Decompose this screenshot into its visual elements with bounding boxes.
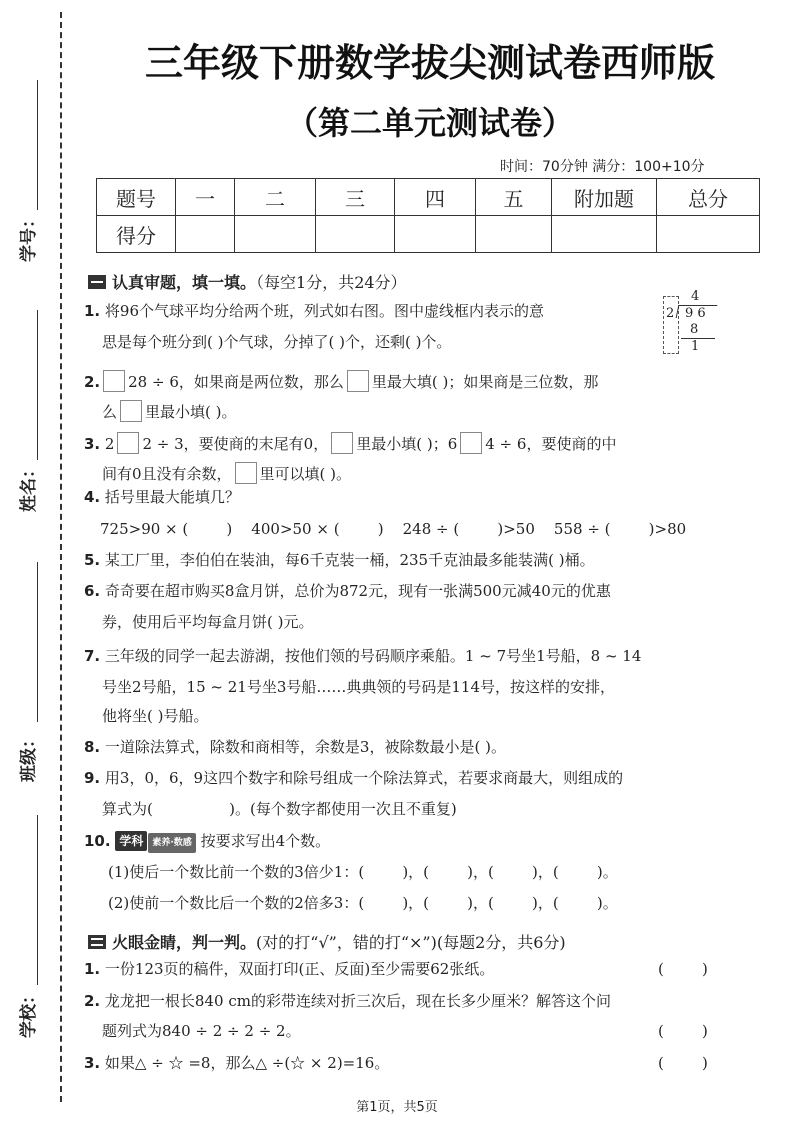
school-blank[interactable] xyxy=(37,815,38,985)
score-cell[interactable] xyxy=(657,216,760,253)
digit-box[interactable] xyxy=(347,370,369,392)
score-cell[interactable] xyxy=(176,216,235,253)
header-cell: 总分 xyxy=(657,179,760,216)
judge-q2-line1: 2. 龙龙把一根长840 cm的彩带连续对折三次后，现在长多少厘米？解答这个问 xyxy=(84,992,611,1010)
digit-box[interactable] xyxy=(331,432,353,454)
section2-note: (对的打“√”，错的打“×”)(每题2分，共6分) xyxy=(256,933,566,952)
q1-line1: 1. 将96个气球平均分给两个班，列式如右图。图中虚线框内表示的意 xyxy=(84,302,545,320)
judge-q1-answer[interactable]: ( ) xyxy=(658,960,708,978)
division-divisor: 2 xyxy=(666,306,675,321)
dashed-box xyxy=(663,296,679,354)
division-product: 8 xyxy=(690,322,699,337)
school-label: 学校： xyxy=(19,987,39,1038)
page-title: 三年级下册数学拔尖测试卷西师版 xyxy=(144,41,715,85)
section2-heading xyxy=(88,930,566,953)
score-cell[interactable] xyxy=(395,216,476,253)
q8-line1: 8. 一道除法算式，除数和商相等，余数是3，被除数最小是( )。 xyxy=(84,738,506,756)
q7-line1: 7. 三年级的同学一起去游湖，按他们领的号码顺序乘船。1 ~ 7号坐1号船，8 ~ 14 xyxy=(84,647,642,665)
score-cell[interactable] xyxy=(552,216,657,253)
subject-badge: 学科 xyxy=(115,831,147,851)
q6-line1: 6. 奇奇要在超市购买8盒月饼，总价为872元，现有一张满500元减40元的优惠 xyxy=(84,582,611,600)
q10-line1: 10. 学科 素养·数感 按要求写出4个数。 xyxy=(84,831,330,853)
page-footer: 第1页，共5页 xyxy=(356,1100,438,1115)
digit-box[interactable] xyxy=(120,400,142,422)
judge-q2-answer[interactable]: ( ) xyxy=(658,1022,708,1040)
q10-line3: (2)使前一个数比后一个数的2倍多3：( )，( )，( )，( )。 xyxy=(108,894,618,912)
division-quotient: 4 xyxy=(691,289,700,304)
class-label: 班级： xyxy=(19,731,39,782)
name-blank[interactable] xyxy=(37,310,38,460)
q1-line2: 思是每个班分到( )个气球，分掉了( )个，还剩( )个。 xyxy=(102,333,452,351)
q2-line2: 么 里最小填( )。 xyxy=(84,400,237,422)
q3-line2: 间有0且没有余数， 里可以填( )。 xyxy=(84,462,351,484)
score-cell[interactable] xyxy=(476,216,552,253)
judge-q2-line2: 题列式为840 ÷ 2 ÷ 2 ÷ 2。 xyxy=(102,1022,301,1040)
page-subtitle: （第二单元测试卷） xyxy=(285,104,574,142)
division-remainder: 1 xyxy=(691,339,700,354)
q4-line1: 4. 括号里最大能填几？ xyxy=(84,488,240,506)
score-table xyxy=(96,178,760,253)
section2-title: 火眼金睛，判一判。 xyxy=(112,933,257,952)
q7-line3: 他将坐( )号船。 xyxy=(102,707,209,725)
header-cell: 二 xyxy=(235,179,316,216)
class-blank[interactable] xyxy=(37,562,38,722)
long-division-figure xyxy=(663,290,718,356)
q7-line2: 号坐2号船，15 ~ 21号坐3号船……典典领的号码是114号，按这样的安排， xyxy=(102,678,615,696)
q10-line2: (1)使后一个数比前一个数的3倍少1：( )，( )，( )，( )。 xyxy=(108,863,618,881)
division-dividend: 9 6 xyxy=(685,306,706,321)
q9-line2: 算式为( )。(每个数字都使用一次且不重复) xyxy=(102,800,457,818)
q5-line1: 5. 某工厂里，李伯伯在装油，每6千克装一桶，235千克油最多能装满( )桶。 xyxy=(84,551,595,569)
q3-line1: 3. 2 2 ÷ 3，要使商的末尾有0， 里最小填( )；6 4 ÷ 6，要使商的中 xyxy=(84,432,616,454)
digit-box[interactable] xyxy=(103,370,125,392)
header-cell: 题号 xyxy=(97,179,176,216)
section1-note: （每空1分，共24分） xyxy=(256,273,407,292)
score-table-header-row xyxy=(97,179,760,216)
q6-line2: 券，使用后平均每盒月饼( )元。 xyxy=(102,613,314,631)
section-number-two-icon xyxy=(88,935,106,949)
literacy-badge: 素养·数感 xyxy=(148,833,195,853)
q4-line2: 725>90 × ( ) 400>50 × ( ) 248 ÷ ( )>50 558 ÷ ( )>80 xyxy=(100,520,687,538)
digit-box[interactable] xyxy=(235,462,257,484)
row-label: 得分 xyxy=(97,216,176,253)
digit-box[interactable] xyxy=(460,432,482,454)
score-cell[interactable] xyxy=(235,216,316,253)
judge-q3: 3. 如果△ ÷ ☆ =8，那么△ ÷(☆ × 2)=16。 xyxy=(84,1054,390,1072)
header-cell: 五 xyxy=(476,179,552,216)
score-table-score-row xyxy=(97,216,760,253)
header-cell: 四 xyxy=(395,179,476,216)
digit-box[interactable] xyxy=(117,432,139,454)
id-label: 学号： xyxy=(19,211,39,262)
header-cell: 附加题 xyxy=(552,179,657,216)
id-blank[interactable] xyxy=(37,80,38,210)
binding-dashed-line xyxy=(60,12,62,1102)
section1-heading xyxy=(88,270,407,293)
score-cell[interactable] xyxy=(316,216,395,253)
section1-title: 认真审题，填一填。 xyxy=(112,273,257,292)
time-info: 时间：70分钟 满分：100+10分 xyxy=(500,159,705,175)
header-cell: 三 xyxy=(316,179,395,216)
q2-line1: 2. 28 ÷ 6，如果商是两位数，那么 里最大填( )；如果商是三位数，那 xyxy=(84,370,598,392)
name-label: 姓名： xyxy=(19,461,39,512)
section-number-one-icon xyxy=(88,275,106,289)
judge-q3-answer[interactable]: ( ) xyxy=(658,1054,708,1072)
header-cell: 一 xyxy=(176,179,235,216)
judge-q1: 1. 一份123页的稿件，双面打印(正、反面)至少需要62张纸。 xyxy=(84,960,495,978)
q9-line1: 9. 用3，0，6，9这四个数字和除号组成一个除法算式，若要求商最大，则组成的 xyxy=(84,769,624,787)
